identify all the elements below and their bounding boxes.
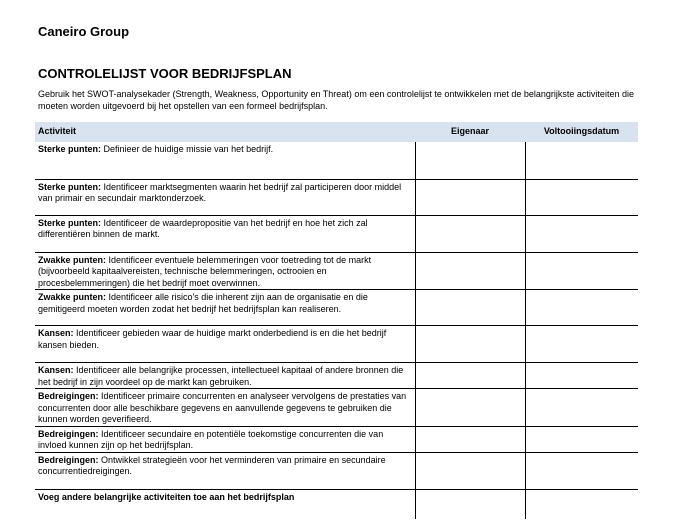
activity-cell (35, 252, 415, 290)
date-cell[interactable] (525, 389, 638, 427)
activity-text: Identificeer gebieden waar de huidige markt onderbediend is en die het bedrijf kansen bieden. (38, 328, 387, 350)
header-activity: Activiteit (35, 122, 415, 142)
owner-cell[interactable] (415, 179, 525, 215)
activity-text: Identificeer primaire concurrenten en analyseer vervolgens de prestaties van concurrenten door alle beschikbare gegevens en aanvullende gegevens te gebruiken die kunnen worden geverifieerd. (38, 391, 407, 424)
category-label: Kansen: (38, 328, 74, 338)
activity-cell (35, 426, 415, 452)
table-header-row (35, 122, 638, 142)
header-owner: Eigenaar (415, 122, 525, 142)
activity-cell (35, 215, 415, 252)
activity-text: Identificeer alle belangrijke processen, intellectueel kapitaal of andere bronnen die het bedrijf in zijn voordeel op de markt kan gebruiken. (38, 365, 404, 387)
table-row (35, 452, 638, 489)
activity-cell (35, 326, 415, 363)
activity-text: Definieer de huidige missie van het bedrijf. (101, 144, 274, 154)
date-cell[interactable] (525, 452, 638, 489)
category-label: Zwakke punten: (38, 292, 107, 302)
date-cell[interactable] (525, 215, 638, 252)
owner-cell[interactable] (415, 142, 525, 179)
add-activities-label: Voeg andere belangrijke activiteiten toe aan het bedrijfsplan (38, 491, 295, 502)
category-label: Bedreigingen: (38, 454, 99, 465)
table-row (35, 215, 638, 252)
date-cell[interactable] (525, 489, 638, 519)
owner-cell[interactable] (415, 452, 525, 489)
owner-cell[interactable] (415, 363, 525, 389)
intro-paragraph: Gebruik het SWOT-analysekader (Strength, Weakness, Opportunity en Threat) om een controlelijst te ontwikkelen met de belangrijkste activiteiten die moeten worden uitgevoerd bij het opstellen van een formeel bedrijfsplan. (38, 89, 634, 111)
category-label: Sterke punten: (38, 217, 102, 228)
add-activities-row (35, 489, 638, 519)
owner-cell[interactable] (415, 326, 525, 363)
activity-cell (35, 452, 415, 489)
table-row (35, 363, 638, 389)
table-row (35, 179, 638, 215)
activity-text: Ontwikkel strategieën voor het verminderen van primaire en secundaire concurrentiedreigingen. (38, 454, 386, 476)
table-row (35, 142, 638, 179)
category-label: Sterke punten: (38, 181, 102, 192)
category-label: Zwakke punten: (38, 254, 107, 265)
table-row (35, 426, 638, 452)
table-row (35, 252, 638, 290)
category-label: Bedreigingen: (38, 391, 99, 401)
activity-text: Identificeer de waardepropositie van het bedrijf en hoe het zich zal differentiëren binnen de markt. (38, 217, 368, 239)
category-label: Kansen: (38, 365, 74, 375)
date-cell[interactable] (525, 290, 638, 326)
category-label: Bedreigingen: (38, 428, 99, 439)
activity-text: Identificeer alle risico's die inherent zijn aan de organisatie en die gemitigeerd moeten worden zodat het bedrijf het bedrijfsplan kan realiseren. (38, 292, 368, 314)
date-cell[interactable] (525, 142, 638, 179)
table-row (35, 290, 638, 326)
date-cell[interactable] (525, 252, 638, 290)
owner-cell[interactable] (415, 215, 525, 252)
header-date: Voltooiingsdatum (525, 122, 638, 142)
activity-cell (35, 389, 415, 427)
category-label: Sterke punten: (38, 144, 102, 154)
activity-cell (35, 363, 415, 389)
activity-cell (35, 142, 415, 179)
company-name: Caneiro Group (38, 24, 130, 39)
owner-cell[interactable] (415, 252, 525, 290)
activity-text: Identificeer eventuele belemmeringen voor toetreding tot de markt (bijvoorbeeld kapitaalvereisten, technische belemmeringen, octrooien en procesbelemmeringen) die het bedrijf moet overwinnen. (38, 254, 372, 288)
table-row (35, 326, 638, 363)
owner-cell[interactable] (415, 290, 525, 326)
owner-cell[interactable] (415, 489, 525, 519)
activity-cell (35, 179, 415, 215)
checklist-table (35, 122, 638, 519)
table-row (35, 389, 638, 427)
date-cell[interactable] (525, 326, 638, 363)
owner-cell[interactable] (415, 389, 525, 427)
owner-cell[interactable] (415, 426, 525, 452)
activity-cell (35, 290, 415, 326)
document-title: CONTROLELIJST VOOR BEDRIJFSPLAN (38, 66, 292, 81)
activity-text: Identificeer marktsegmenten waarin het bedrijf zal participeren door middel van primair en secundair marktonderzoek. (38, 181, 402, 203)
date-cell[interactable] (525, 363, 638, 389)
date-cell[interactable] (525, 426, 638, 452)
activity-text: Identificeer secundaire en potentiële toekomstige concurrenten die van invloed kunnen zijn op het bedrijfsplan. (38, 428, 384, 450)
date-cell[interactable] (525, 179, 638, 215)
